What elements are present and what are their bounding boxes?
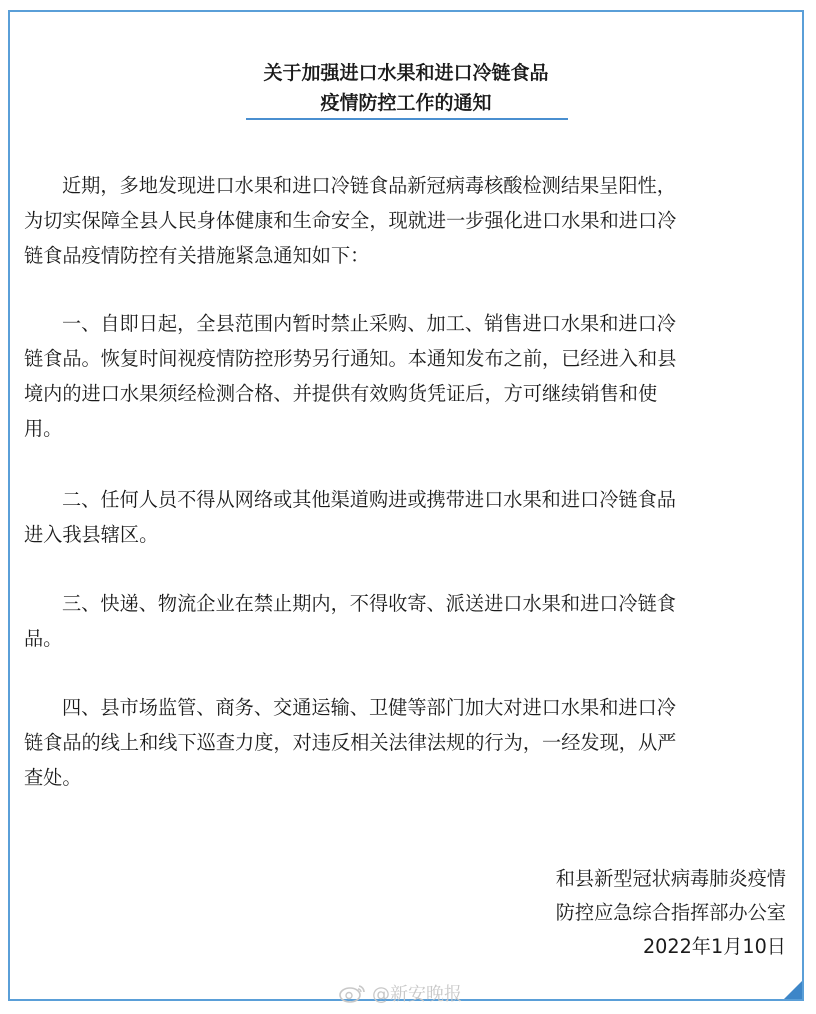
paragraph-line: 三、快递、物流企业在禁止期内，不得收寄、派送进口水果和进口冷链食 (62, 592, 676, 615)
signature-org-line-1: 和县新型冠状病毒肺炎疫情 (555, 867, 786, 890)
paragraph-line: 进入我县辖区。 (24, 523, 159, 546)
paragraph-line: 二、任何人员不得从网络或其他渠道购进或携带进口水果和进口冷链食品 (62, 488, 676, 511)
paragraph-line: 查处。 (24, 766, 82, 789)
signature-date: 2022年1月10日 (642, 935, 786, 958)
paragraph-intro (24, 168, 794, 273)
paragraph-line: 品。 (24, 627, 63, 650)
corner-decoration (784, 981, 802, 999)
paragraph-item-4 (24, 690, 794, 795)
paragraph-line: 一、自即日起，全县范围内暂时禁止采购、加工、销售进口水果和进口冷 (62, 312, 676, 335)
paragraph-item-1 (24, 306, 794, 446)
paragraph-line: 用。 (24, 417, 63, 440)
title-underline (246, 118, 568, 120)
paragraph-item-2 (24, 482, 794, 552)
signature-org-line-2: 防控应急综合指挥部办公室 (555, 901, 786, 924)
paragraph-line: 链食品的线上和线下巡查力度，对违反相关法律法规的行为，一经发现，从严 (24, 731, 677, 754)
paragraph-item-3 (24, 586, 794, 656)
notice-title-line-2: 疫情防控工作的通知 (320, 92, 492, 114)
weibo-icon (338, 983, 368, 1003)
paragraph-line: 为切实保障全县人民身体健康和生命安全，现就进一步强化进口水果和进口冷 (24, 209, 677, 232)
paragraph-line: 四、县市场监管、商务、交通运输、卫健等部门加大对进口水果和进口冷 (62, 696, 676, 719)
paragraph-line: 链食品。恢复时间视疫情防控形势另行通知。本通知发布之前，已经进入和县 (24, 347, 677, 370)
paragraph-line: 境内的进口水果须经检测合格、并提供有效购货凭证后，方可继续销售和使 (24, 382, 658, 405)
paragraph-line: 链食品疫情防控有关措施紧急通知如下： (24, 244, 370, 267)
watermark (338, 980, 462, 1006)
paragraph-line: 近期，多地发现进口水果和进口冷链食品新冠病毒核酸检测结果呈阳性， (62, 174, 676, 197)
watermark-text: @新安晚报 (372, 984, 462, 1005)
notice-title-line-1: 关于加强进口水果和进口冷链食品 (263, 62, 549, 84)
